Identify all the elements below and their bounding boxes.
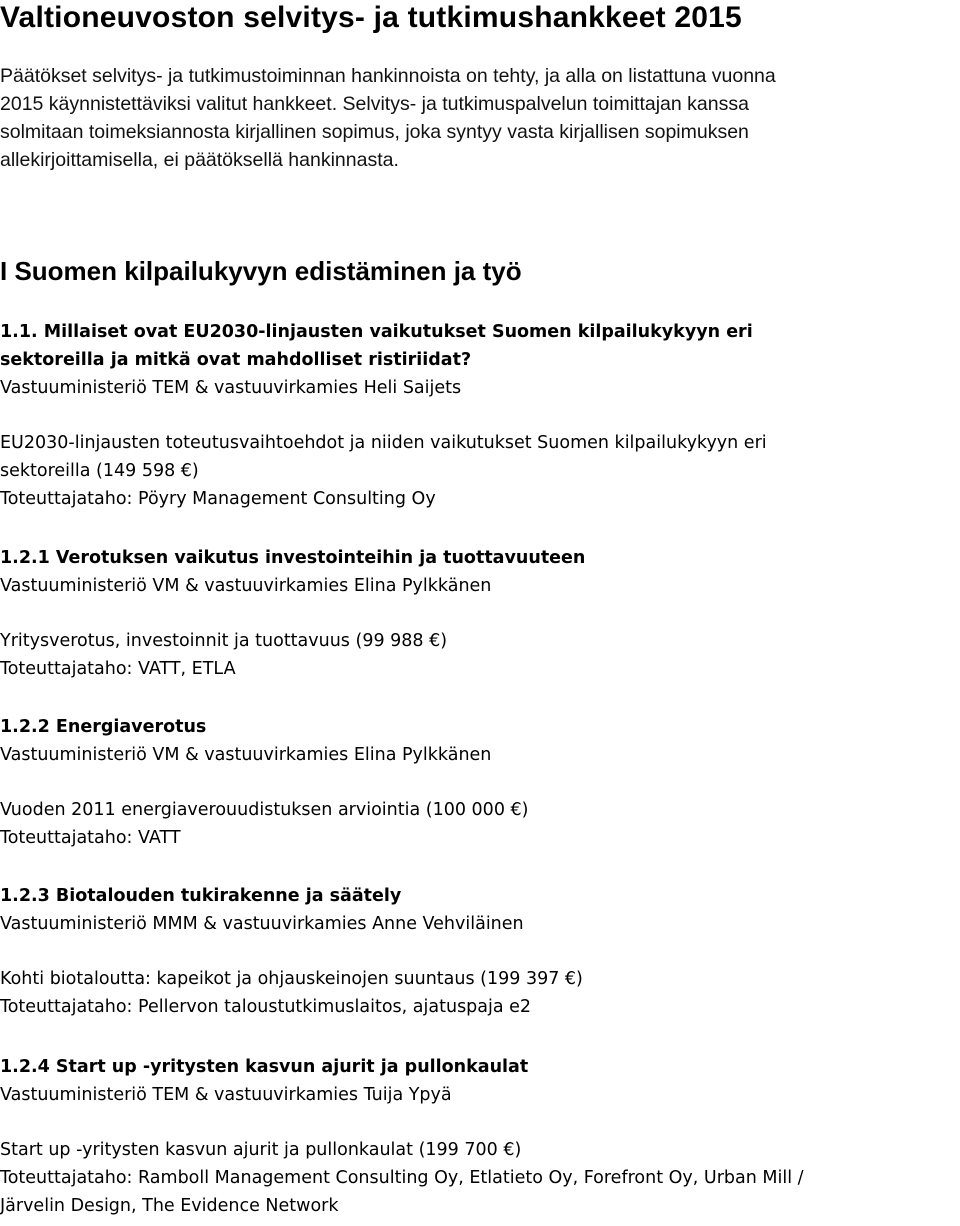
document-title: Valtioneuvoston selvitys- ja tutkimushankkeet 2015 <box>0 1 742 34</box>
project-heading: 1.2.3 Biotalouden tukirakenne ja säätely <box>0 886 402 906</box>
intro-paragraph <box>0 62 960 174</box>
project-heading: 1.1. Millaiset ovat EU2030-linjausten vaikutukset Suomen kilpailukykyyn eri <box>0 322 753 342</box>
project-block <box>0 544 960 683</box>
project-block <box>0 318 960 513</box>
project-description: Vuoden 2011 energiaverouudistuksen arviointia (100 000 €) <box>0 800 529 820</box>
project-description: EU2030-linjausten toteutusvaihtoehdot ja niiden vaikutukset Suomen kilpailukykyyn eri <box>0 433 767 453</box>
project-ministry: Vastuuministeriö TEM & vastuuvirkamies Tuija Ypyä <box>0 1085 452 1105</box>
intro-line: solmitaan toimeksiannosta kirjallinen sopimus, joka syntyy vasta kirjallisen sopimuksen <box>0 121 749 143</box>
project-implementer: Toteuttajataho: Pellervon taloustutkimuslaitos, ajatuspaja e2 <box>0 997 532 1017</box>
project-implementer: Toteuttajataho: VATT, ETLA <box>0 659 236 679</box>
section-heading: I Suomen kilpailukyvyn edistäminen ja työ <box>0 256 522 286</box>
project-description: Kohti biotaloutta: kapeikot ja ohjauskeinojen suuntaus (199 397 €) <box>0 969 583 989</box>
intro-line: allekirjoittamisella, ei päätöksellä hankinnasta. <box>0 149 399 171</box>
project-heading: sektoreilla ja mitkä ovat mahdolliset ristiriidat? <box>0 350 472 370</box>
project-heading: 1.2.4 Start up -yritysten kasvun ajurit ja pullonkaulat <box>0 1057 529 1077</box>
project-ministry: Vastuuministeriö TEM & vastuuvirkamies Heli Saijets <box>0 378 462 398</box>
project-block <box>0 882 960 1021</box>
project-ministry: Vastuuministeriö VM & vastuuvirkamies Elina Pylkkänen <box>0 745 492 765</box>
project-implementer: Toteuttajataho: Ramboll Management Consulting Oy, Etlatieto Oy, Forefront Oy, Urban Mill / <box>0 1168 804 1188</box>
project-ministry: Vastuuministeriö MMM & vastuuvirkamies Anne Vehviläinen <box>0 914 524 934</box>
project-heading: 1.2.1 Verotuksen vaikutus investointeihin ja tuottavuuteen <box>0 548 586 568</box>
project-description: sektoreilla (149 598 €) <box>0 461 199 481</box>
intro-line: 2015 käynnistettäviksi valitut hankkeet. Selvitys- ja tutkimuspalvelun toimittajan kanssa <box>0 93 749 115</box>
project-description: Yritysverotus, investoinnit ja tuottavuus (99 988 €) <box>0 631 448 651</box>
intro-line: Päätökset selvitys- ja tutkimustoiminnan hankinnoista on tehty, ja alla on listattuna vuonna <box>0 65 776 87</box>
project-description: Start up -yritysten kasvun ajurit ja pullonkaulat (199 700 €) <box>0 1140 522 1160</box>
project-implementer: Järvelin Design, The Evidence Network <box>0 1196 339 1216</box>
project-implementer: Toteuttajataho: Pöyry Management Consulting Oy <box>0 489 436 509</box>
project-heading: 1.2.2 Energiaverotus <box>0 717 207 737</box>
project-block <box>0 713 960 852</box>
project-implementer: Toteuttajataho: VATT <box>0 828 181 848</box>
project-block <box>0 1053 960 1220</box>
project-ministry: Vastuuministeriö VM & vastuuvirkamies Elina Pylkkänen <box>0 576 492 596</box>
